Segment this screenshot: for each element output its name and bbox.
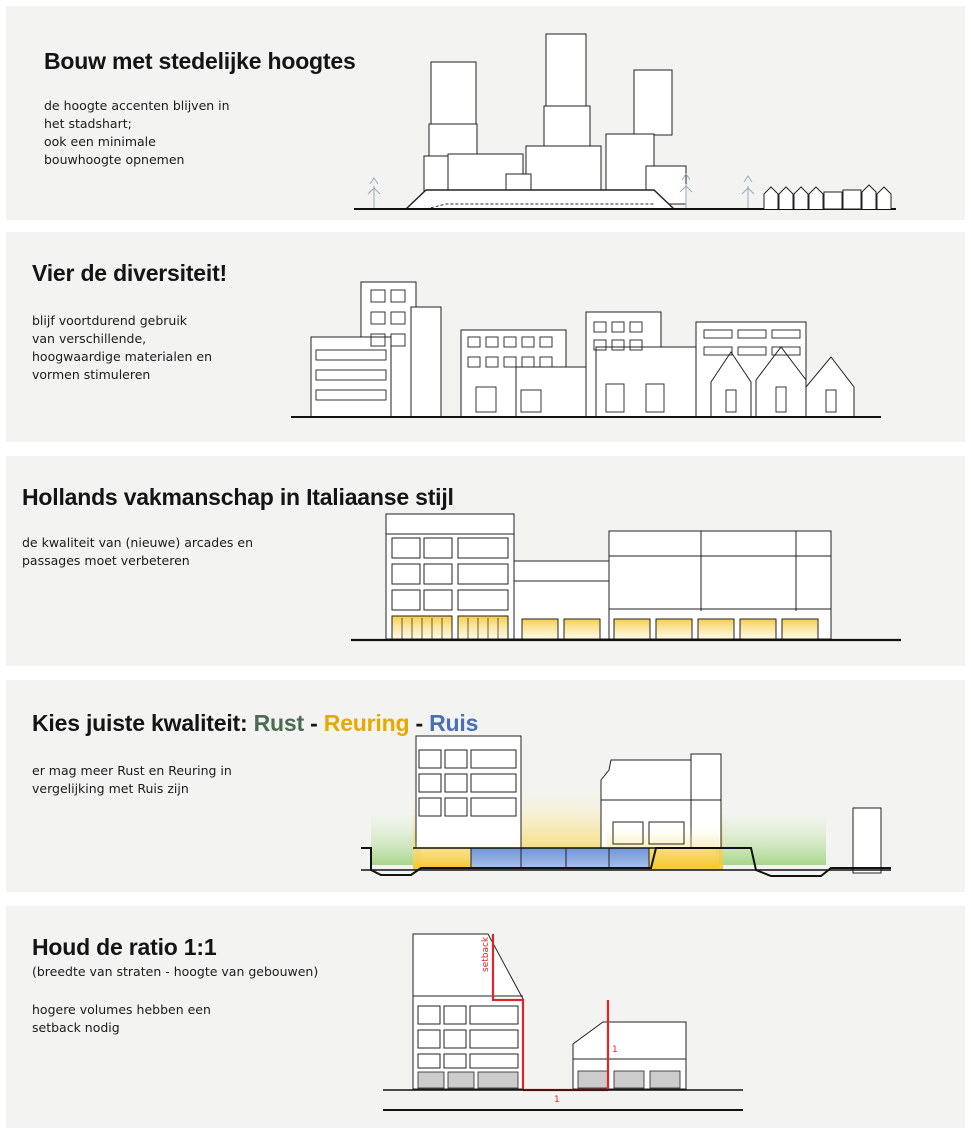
- keyword-rust: Rust: [253, 710, 304, 736]
- setback-label: setback: [481, 936, 491, 972]
- section-title: Kies juiste kwaliteit: Rust - Reuring - Ruis: [32, 710, 479, 736]
- section-panel-3: [6, 456, 965, 666]
- section-description: hogere volumes hebben een setback nodig: [32, 1002, 211, 1035]
- ratio-width-label: 1: [554, 1095, 560, 1105]
- keyword-reuring: Reuring: [323, 710, 410, 736]
- section-panel-1: [6, 6, 965, 220]
- skyline-heights-illustration: [336, 26, 916, 216]
- section-title: Vier de diversiteit!: [32, 260, 227, 286]
- ratio-setback-illustration: [368, 924, 758, 1124]
- section-title: Houd de ratio 1:1: [32, 934, 217, 960]
- section-description: blijf voortdurend gebruik van verschillende, hoogwaardige materialen en vormen stimuleren: [32, 313, 212, 382]
- section-description: er mag meer Rust en Reuring in vergelijking met Ruis zijn: [32, 763, 232, 796]
- section-subtitle: (breedte van straten - hoogte van gebouwen): [32, 964, 319, 979]
- arcades-illustration: [346, 506, 906, 651]
- keyword-ruis: Ruis: [429, 710, 479, 736]
- rust-reuring-ruis-illustration: [351, 730, 891, 885]
- section-description: de hoogte accenten blijven in het stadshart; ook een minimale bouwhoogte opnemen: [44, 98, 230, 167]
- diverse-facades-illustration: [286, 272, 886, 422]
- section-panel-5: [6, 906, 965, 1128]
- section-panel-2: [6, 232, 965, 442]
- ratio-height-label: 1: [612, 1045, 618, 1055]
- section-description: de kwaliteit van (nieuwe) arcades en passages moet verbeteren: [22, 535, 253, 568]
- section-title: Hollands vakmanschap in Italiaanse stijl: [22, 484, 454, 510]
- section-title: Bouw met stedelijke hoogtes: [44, 48, 356, 74]
- section-panel-4: [6, 680, 965, 892]
